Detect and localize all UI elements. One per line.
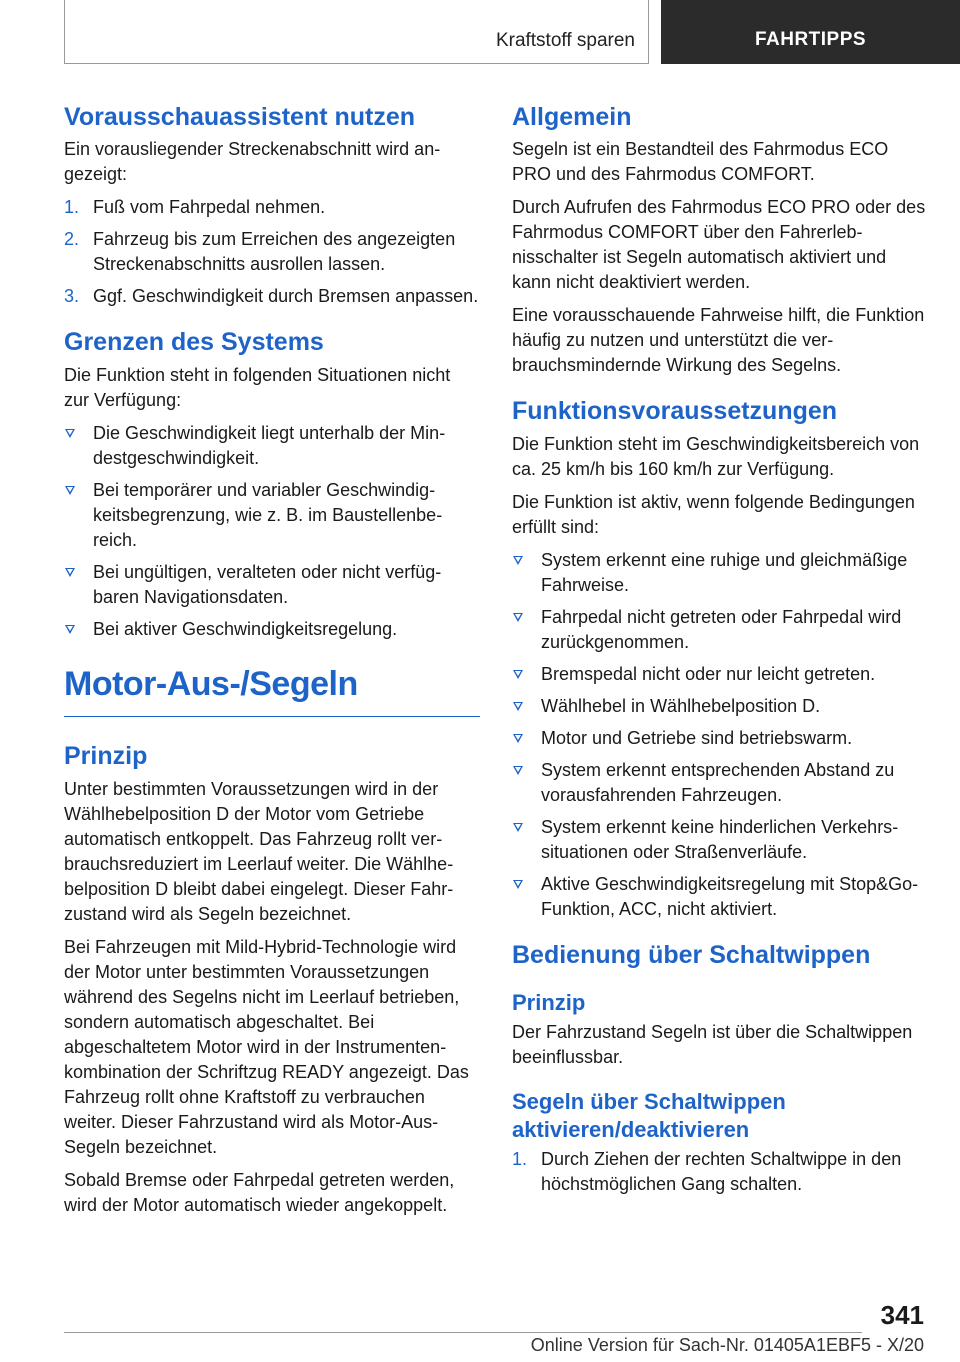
paragraph: Segeln ist ein Bestandteil des Fahrmodus ECO PRO und des Fahrmodus COMFORT.: [512, 139, 889, 185]
heading-allgemein: Allgemein: [512, 103, 632, 131]
right-column: [512, 102, 928, 1205]
step-list: [64, 195, 480, 309]
list-item: [64, 617, 480, 642]
bullet-list: [512, 548, 928, 922]
left-column: [64, 102, 480, 1226]
triangle-bullet-icon: [65, 429, 75, 438]
step-list: [512, 1147, 928, 1197]
item-text: System erkennt keine hinderlichen Verkehrssituationen oder Straßenverläufe.: [541, 816, 899, 862]
paragraph: Ein vorausliegender Streckenabschnitt wird angezeigt:: [64, 139, 441, 185]
triangle-bullet-icon: [513, 613, 523, 622]
item-text: Bei aktiver Geschwindigkeitsregelung.: [93, 618, 398, 639]
header-chapter-tab: [661, 0, 960, 64]
footer-divider: [64, 1332, 862, 1333]
paragraph: Durch Aufrufen des Fahrmodus ECO PRO oder des Fahrmodus COMFORT über den Fahrerlebnisschalter ist Segeln automatisch aktiviert und kann nicht deaktiviert werden.: [512, 197, 926, 293]
list-item: [64, 284, 480, 309]
bullet-list: [64, 421, 480, 642]
subheading-prinzip: Prinzip: [512, 989, 586, 1015]
step-text: Fahrzeug bis zum Erreichen des angezeigten Streckenabschnitts ausrollen lassen.: [93, 229, 456, 275]
paragraph: Unter bestimmten Voraussetzungen wird in der Wählhebelposition D der Motor vom Getriebe automatisch entkoppelt. Das Fahrzeug rollt verbrauchsreduziert im Leerlauf weiter. Die Wählhebelposition D bleibt dabei eingelegt. Dieser Fahrzustand wird als Segeln bezeichnet.: [64, 778, 454, 924]
subheading-segeln-aktivieren: Segeln über Schaltwippen aktivieren/deaktivieren: [512, 1089, 786, 1142]
step-text: Fuß vom Fahrpedal nehmen.: [93, 197, 326, 218]
step-number: 1.: [512, 1149, 528, 1170]
list-item: [64, 560, 480, 610]
list-item: [512, 605, 928, 655]
triangle-bullet-icon: [65, 625, 75, 634]
paragraph: Die Funktion steht im Geschwindigkeitsbereich von ca. 25 km/h bis 160 km/h zur Verfügung.: [512, 433, 920, 479]
item-text: Bei ungültigen, veralteten oder nicht verfügbaren Navigationsdaten.: [93, 561, 442, 607]
triangle-bullet-icon: [513, 734, 523, 743]
triangle-bullet-icon: [513, 880, 523, 889]
triangle-bullet-icon: [513, 670, 523, 679]
paragraph: Sobald Bremse oder Fahrpedal getreten werden, wird der Motor automatisch wieder angekoppelt.: [64, 1169, 455, 1215]
list-item: [512, 872, 928, 922]
item-text: Fahrpedal nicht getreten oder Fahrpedal wird zurückgenommen.: [541, 606, 902, 652]
list-item: [64, 227, 480, 277]
list-item: [512, 694, 928, 719]
heading-vorausschauassistent: Vorausschauassistent nutzen: [64, 103, 416, 131]
list-item: [512, 758, 928, 808]
paragraph: Bei Fahrzeugen mit Mild-Hybrid-Technologie wird der Motor unter bestimmten Voraussetzungen während des Segelns nicht im Leerlauf betrieben, sondern automatisch abgeschaltet. Bei abgeschaltetem Motor wird in der Instrumentenkombination der Schriftzug READY angezeigt. Das Fahrzeug rollt ohne Kraftstoff zu verbrauchen weiter. Dieser Fahrzustand wird als Motor-Aus-Segeln bezeichnet.: [64, 936, 469, 1157]
paragraph: Die Funktion steht in folgenden Situationen nicht zur Verfügung:: [64, 364, 451, 410]
heading-prinzip: Prinzip: [64, 742, 148, 771]
step-number: 1.: [64, 197, 80, 218]
item-text: System erkennt entsprechenden Abstand zu vorausfahrenden Fahrzeugen.: [541, 759, 895, 805]
list-item: [512, 662, 928, 687]
item-text: Die Geschwindigkeit liegt unterhalb der Mindestgeschwindigkeit.: [93, 422, 446, 468]
list-item: [512, 548, 928, 598]
footer-version-text: Online Version für Sach-Nr. 01405A1EBF5 - X/20: [530, 1335, 924, 1355]
item-text: Wählhebel in Wählhebelposition D.: [541, 695, 821, 716]
heading-grenzen: Grenzen des Systems: [64, 328, 324, 357]
heading-bedienung-schaltwippen: Bedienung über Schaltwippen: [512, 940, 871, 969]
paragraph: Die Funktion ist aktiv, wenn folgende Bedingungen erfüllt sind:: [512, 491, 915, 537]
paragraph: Der Fahrzustand Segeln ist über die Schaltwippen beeinflussbar.: [512, 1022, 913, 1068]
heading-funktionsvoraussetzungen: Funktionsvoraussetzungen: [512, 397, 838, 426]
triangle-bullet-icon: [513, 556, 523, 565]
step-number: 2.: [64, 229, 80, 250]
heading-motor-aus-segeln: Motor-Aus-/Segeln: [64, 664, 358, 703]
step-text: Durch Ziehen der rechten Schaltwippe in den höchstmöglichen Gang schalten.: [541, 1149, 902, 1195]
list-item: [64, 478, 480, 553]
item-text: Aktive Geschwindigkeitsregelung mit Stop&Go-Funktion, ACC, nicht aktiviert.: [541, 873, 919, 919]
list-item: [64, 421, 480, 471]
step-text: Ggf. Geschwindigkeit durch Bremsen anpassen.: [93, 286, 479, 307]
list-item: [512, 1147, 928, 1197]
page-number: 341: [880, 1300, 924, 1330]
triangle-bullet-icon: [513, 766, 523, 775]
triangle-bullet-icon: [513, 823, 523, 832]
step-number: 3.: [64, 286, 80, 307]
triangle-bullet-icon: [513, 702, 523, 711]
paragraph: Eine vorausschauende Fahrweise hilft, die Funktion häufig zu nutzen und unterstützt die verbrauchsmindernde Wirkung des Segelns.: [512, 305, 925, 376]
triangle-bullet-icon: [65, 568, 75, 577]
list-item: [512, 726, 928, 751]
item-text: Motor und Getriebe sind betriebswarm.: [541, 727, 853, 748]
item-text: System erkennt eine ruhige und gleichmäßige Fahrweise.: [541, 549, 908, 595]
item-text: Bremspedal nicht oder nur leicht getreten.: [541, 663, 876, 684]
item-text: Bei temporärer und variabler Geschwindigkeitsbegrenzung, wie z. B. im Baustellenbereich.: [93, 479, 443, 550]
list-item: [512, 815, 928, 865]
chapter-heading-block: [64, 664, 480, 718]
triangle-bullet-icon: [65, 486, 75, 495]
header-chapter-label: FAHRTIPPS: [754, 29, 867, 50]
list-item: [64, 195, 480, 220]
header-section-title: Kraftstoff sparen: [495, 30, 635, 51]
